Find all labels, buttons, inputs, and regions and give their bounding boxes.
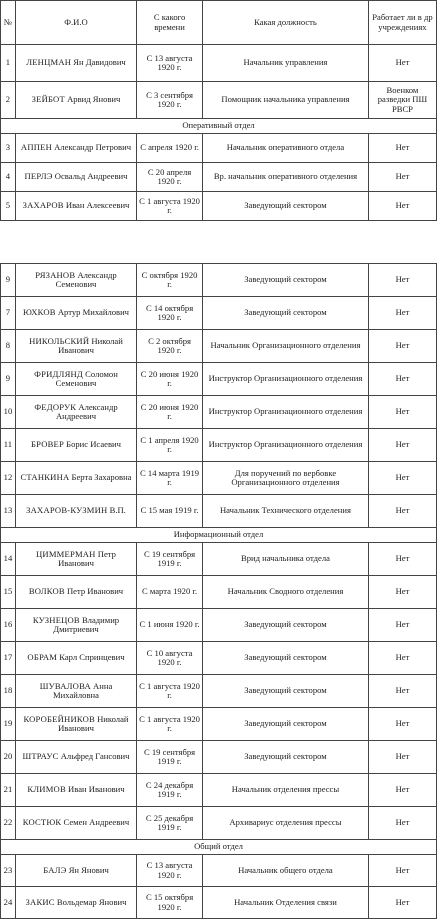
position: Помощник начальника управления — [203, 82, 369, 119]
person-name — [15, 192, 136, 221]
table-row — [1, 264, 437, 297]
table-row — [1, 741, 437, 774]
row-number: 8 — [1, 330, 16, 363]
person-name — [15, 462, 136, 495]
person-given-names: Ян Давидович — [73, 57, 126, 68]
position: Заведующий сектором — [203, 264, 369, 297]
person-given-names: Соломон Семенович — [55, 368, 118, 388]
table-row — [1, 330, 437, 363]
person-surname: ЗЕЙБОТ — [31, 94, 65, 105]
person-surname: ФРИДЛЯНД — [34, 368, 83, 379]
table-row — [1, 82, 437, 119]
person-given-names: Ян Янович — [68, 864, 109, 875]
rows-group-information — [1, 543, 437, 840]
row-number: 7 — [1, 297, 16, 330]
person-surname: СТАНКИНА — [20, 472, 70, 483]
person-name — [15, 855, 136, 887]
position: Начальник Сводного отделения — [203, 576, 369, 609]
position: Начальник оперативного отдела — [203, 134, 369, 163]
staff-table-top — [0, 0, 437, 221]
row-number: 22 — [1, 807, 16, 840]
start-date: С 1 июня 1920 г. — [137, 609, 203, 642]
start-date: С апреля 1920 г. — [137, 134, 203, 163]
person-name — [15, 330, 136, 363]
table-row — [1, 363, 437, 396]
person-given-names: Петр Иванович — [58, 548, 116, 568]
row-number: 17 — [1, 642, 16, 675]
section-row-general — [1, 840, 437, 855]
position: Врид начальника отдела — [203, 543, 369, 576]
page-gap — [0, 232, 438, 263]
person-surname: БАЛЭ — [43, 864, 67, 875]
header-name: Ф.И.О — [15, 1, 136, 45]
position: Инструктор Организационного отделения — [203, 396, 369, 429]
works-elsewhere: Нет — [368, 807, 436, 840]
person-name — [15, 774, 136, 807]
table-row — [1, 807, 437, 840]
row-number: 1 — [1, 45, 16, 82]
position: Заведующий сектором — [203, 708, 369, 741]
row-number: 14 — [1, 543, 16, 576]
person-name — [15, 134, 136, 163]
person-surname: АППЕН — [20, 142, 52, 153]
person-surname: БРОВЕР — [30, 439, 64, 450]
works-elsewhere: Нет — [368, 429, 436, 462]
start-date: С 25 декабря 1919 г. — [137, 807, 203, 840]
table-row — [1, 192, 437, 221]
person-name — [15, 576, 136, 609]
position: Начальник отделения прессы — [203, 774, 369, 807]
position: Заведующий сектором — [203, 609, 369, 642]
position: Для поручений по вербовке Организационного отделения — [203, 462, 369, 495]
section-title-operative: Оперативный отдел — [1, 119, 437, 134]
person-given-names: Иван Алексеевич — [65, 200, 130, 211]
works-elsewhere: Нет — [368, 163, 436, 192]
works-elsewhere: Нет — [368, 363, 436, 396]
person-given-names: Александр Семенович — [55, 269, 117, 289]
person-given-names: Иван Иванович — [68, 784, 125, 795]
row-number: 9 — [1, 363, 16, 396]
person-given-names: Освальд Андреевич — [54, 171, 128, 182]
row-number: 20 — [1, 741, 16, 774]
section-row-information — [1, 528, 437, 543]
row-number: 18 — [1, 675, 16, 708]
person-name — [15, 82, 136, 119]
header-row — [1, 1, 437, 45]
person-surname: РЯЗАНОВ — [35, 269, 76, 280]
row-number: 24 — [1, 887, 16, 919]
table-row — [1, 609, 437, 642]
person-name — [15, 642, 136, 675]
person-given-names: Николай Иванович — [58, 713, 129, 733]
start-date: С 14 марта 1919 г. — [137, 462, 203, 495]
person-surname: КУЗНЕЦОВ — [32, 614, 80, 625]
position: Заведующий сектором — [203, 297, 369, 330]
start-date: С октября 1920 г. — [137, 264, 203, 297]
works-elsewhere: Нет — [368, 855, 436, 887]
works-elsewhere: Нет — [368, 330, 436, 363]
person-name — [15, 609, 136, 642]
person-surname: КОСТЮК — [22, 817, 62, 828]
person-surname: ФЕДОРУК — [34, 401, 77, 412]
person-given-names: Петр Иванович — [66, 586, 124, 597]
section-row-operative — [1, 119, 437, 134]
table-row — [1, 297, 437, 330]
start-date: С 14 октября 1920 г. — [137, 297, 203, 330]
person-name — [15, 264, 136, 297]
person-name — [15, 45, 136, 82]
works-elsewhere: Нет — [368, 887, 436, 919]
person-given-names: Александр Петрович — [54, 142, 132, 153]
works-elsewhere: Военком разведки ПШ РВСР — [368, 82, 436, 119]
row-number: 3 — [1, 134, 16, 163]
person-surname: ЗАХАРОВ-КУЗМИН — [26, 505, 108, 516]
person-given-names: В.П. — [109, 505, 126, 516]
start-date: С 24 декабря 1919 г. — [137, 774, 203, 807]
header-since: С какого времени — [137, 1, 203, 45]
table-row — [1, 45, 437, 82]
person-surname: ЗАКИС — [25, 896, 55, 907]
person-surname: ЛЕНЦМАН — [26, 57, 72, 68]
rows-group-operative-cont — [1, 264, 437, 528]
table-row — [1, 576, 437, 609]
position: Заведующий сектором — [203, 741, 369, 774]
section-title-information: Информационный отдел — [1, 528, 437, 543]
row-number: 16 — [1, 609, 16, 642]
person-given-names: Борис Исаевич — [66, 439, 121, 450]
start-date: С 20 июня 1920 г. — [137, 363, 203, 396]
table-row — [1, 774, 437, 807]
position: Заведующий сектором — [203, 642, 369, 675]
start-date: С марта 1920 г. — [137, 576, 203, 609]
position: Начальник Организационного отделения — [203, 330, 369, 363]
works-elsewhere: Нет — [368, 134, 436, 163]
start-date: С 1 августа 1920 г. — [137, 675, 203, 708]
table-row — [1, 675, 437, 708]
start-date: С 19 сентября 1919 г. — [137, 741, 203, 774]
start-date: С 19 сентября 1919 г. — [137, 543, 203, 576]
works-elsewhere: Нет — [368, 774, 436, 807]
person-name — [15, 297, 136, 330]
person-given-names: Владимир Дмитриевич — [53, 614, 120, 634]
row-number: 10 — [1, 396, 16, 429]
person-surname: ЦИММЕРМАН — [36, 548, 96, 559]
person-surname: ЮХКОВ — [22, 307, 56, 318]
position: Начальник управления — [203, 45, 369, 82]
person-given-names: Семен Андреевич — [63, 817, 130, 828]
row-number: 12 — [1, 462, 16, 495]
row-number: 9 — [1, 264, 16, 297]
start-date: С 15 октября 1920 г. — [137, 887, 203, 919]
table-row — [1, 134, 437, 163]
table-row — [1, 163, 437, 192]
person-given-names: Александр Андреевич — [55, 401, 118, 421]
start-date: С 1 апреля 1920 г. — [137, 429, 203, 462]
person-given-names: Вольдемар Янович — [56, 896, 127, 907]
person-surname: КЛИМОВ — [27, 784, 66, 795]
works-elsewhere: Нет — [368, 741, 436, 774]
person-surname: ОБРАМ — [27, 652, 58, 663]
works-elsewhere: Нет — [368, 264, 436, 297]
person-name — [15, 163, 136, 192]
row-number: 19 — [1, 708, 16, 741]
person-given-names: Артур Михайлович — [57, 307, 130, 318]
works-elsewhere: Нет — [368, 675, 436, 708]
start-date: С 2 октября 1920 г. — [137, 330, 203, 363]
position: Начальник Отделения связи — [203, 887, 369, 919]
person-surname: ШУВАЛОВА — [39, 680, 91, 691]
person-name — [15, 807, 136, 840]
row-number: 11 — [1, 429, 16, 462]
position: Заведующий сектором — [203, 675, 369, 708]
works-elsewhere: Нет — [368, 396, 436, 429]
header-works-elsewhere: Работает ли в др учреждениях — [368, 1, 436, 45]
person-surname: ЗАХАРОВ — [22, 200, 64, 211]
works-elsewhere: Нет — [368, 708, 436, 741]
works-elsewhere: Нет — [368, 576, 436, 609]
row-number: 23 — [1, 855, 16, 887]
position: Начальник общего отдела — [203, 855, 369, 887]
header-num: № — [1, 1, 16, 45]
start-date: С 15 мая 1919 г. — [137, 495, 203, 528]
position: Архивариус отделения прессы — [203, 807, 369, 840]
position: Инструктор Организационного отделения — [203, 429, 369, 462]
rows-group-operative — [1, 134, 437, 221]
table-row — [1, 642, 437, 675]
person-given-names: Анна Михайловна — [53, 680, 113, 700]
table-row — [1, 543, 437, 576]
start-date: С 1 августа 1920 г. — [137, 192, 203, 221]
works-elsewhere: Нет — [368, 462, 436, 495]
person-given-names: Арвид Янович — [67, 94, 121, 105]
row-number: 4 — [1, 163, 16, 192]
staff-table-bottom — [0, 263, 437, 919]
person-name — [15, 741, 136, 774]
table-row — [1, 495, 437, 528]
person-surname: КОРОБЕЙНИКОВ — [23, 713, 95, 724]
works-elsewhere: Нет — [368, 495, 436, 528]
start-date: С 20 июня 1920 г. — [137, 396, 203, 429]
person-name — [15, 887, 136, 919]
start-date: С 10 августа 1920 г. — [137, 642, 203, 675]
person-name — [15, 495, 136, 528]
row-number: 21 — [1, 774, 16, 807]
start-date: С 13 августа 1920 г. — [137, 45, 203, 82]
start-date: С 3 сентября 1920 г. — [137, 82, 203, 119]
row-number: 2 — [1, 82, 16, 119]
position: Начальник Технического отделения — [203, 495, 369, 528]
works-elsewhere: Нет — [368, 543, 436, 576]
table-row — [1, 396, 437, 429]
person-given-names: Берта Захаровна — [71, 472, 132, 483]
person-name — [15, 363, 136, 396]
person-surname: НИКОЛЬСКИЙ — [29, 335, 90, 346]
position: Инструктор Организационного отделения — [203, 363, 369, 396]
position: Заведующий сектором — [203, 192, 369, 221]
table-row — [1, 429, 437, 462]
person-given-names: Карл Спринцевич — [59, 652, 125, 663]
table-row — [1, 887, 437, 919]
person-given-names: Николай Иванович — [58, 335, 123, 355]
works-elsewhere: Нет — [368, 45, 436, 82]
start-date: С 20 апреля 1920 г. — [137, 163, 203, 192]
works-elsewhere: Нет — [368, 609, 436, 642]
person-surname: ВОЛКОВ — [28, 586, 65, 597]
row-number: 13 — [1, 495, 16, 528]
works-elsewhere: Нет — [368, 192, 436, 221]
start-date: С 1 августа 1920 г. — [137, 708, 203, 741]
row-number: 5 — [1, 192, 16, 221]
person-name — [15, 429, 136, 462]
section-title-general: Общий отдел — [1, 840, 437, 855]
works-elsewhere: Нет — [368, 297, 436, 330]
table-row — [1, 462, 437, 495]
table-row — [1, 708, 437, 741]
row-number: 15 — [1, 576, 16, 609]
start-date: С 13 августа 1920 г. — [137, 855, 203, 887]
person-surname: ШТРАУС — [22, 751, 59, 762]
person-name — [15, 708, 136, 741]
person-surname: ПЕРЛЭ — [24, 171, 53, 182]
person-given-names: Альфред Гансович — [60, 751, 130, 762]
person-name — [15, 675, 136, 708]
rows-group-1 — [1, 45, 437, 119]
header-position: Какая должность — [203, 1, 369, 45]
rows-group-general — [1, 855, 437, 919]
works-elsewhere: Нет — [368, 642, 436, 675]
position: Вр. начальник оперативного отделения — [203, 163, 369, 192]
person-name — [15, 543, 136, 576]
table-row — [1, 855, 437, 887]
person-name — [15, 396, 136, 429]
